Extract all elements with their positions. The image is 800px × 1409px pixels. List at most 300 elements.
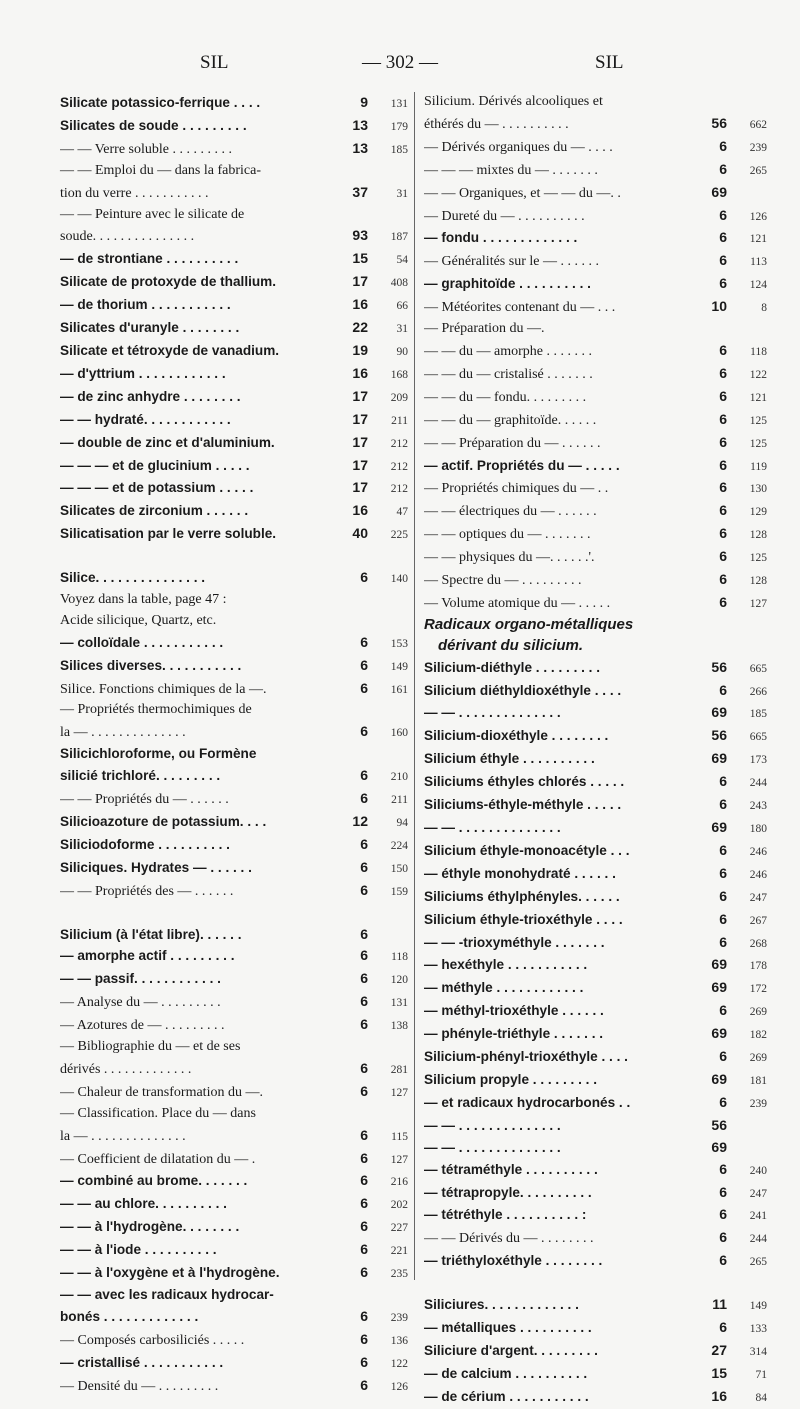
page-reference: 172 [749,983,767,996]
entry-text-line1: — Propriétés thermochimiques de [60,702,252,718]
entry-text: — de strontiane . . . . . . . . . . [60,251,239,267]
entry-text: — — . . . . . . . . . . . . . . [424,1117,561,1133]
index-entry [424,319,769,340]
entry-text: la — . . . . . . . . . . . . . . [60,725,186,741]
index-entry [424,455,769,478]
index-entry [424,477,769,500]
volume-number: 56 [711,727,727,744]
entry-text: soude. . . . . . . . . . . . . . . [60,229,195,245]
entry-text: — de thorium . . . . . . . . . . . [60,297,231,313]
volume-number: 6 [719,887,727,904]
volume-number: 13 [352,116,368,133]
volume-number: 6 [360,947,368,964]
index-entry [60,1037,410,1081]
entry-text-line1: — — avec les radicaux hydrocar- [60,1287,274,1302]
volume-number: 17 [352,387,368,404]
page-reference: 210 [390,771,408,784]
index-entry [424,748,769,771]
volume-number: 37 [352,183,368,200]
entry-text-line1: Silicichloroforme, ou Formène [60,746,257,762]
volume-number: 16 [711,1387,727,1404]
entry-text: Silicium-phényl-trioxéthyle . . . . [424,1049,628,1065]
entry-text: — — du — amorphe . . . . . . . [424,343,592,359]
volume-number: 69 [711,819,727,835]
index-entry [60,924,410,946]
page-reference: 90 [396,345,408,358]
page-reference: 239 [749,1097,767,1110]
page-reference: 127 [390,1086,408,1099]
entry-text: — Analyse du — . . . . . . . . . [60,995,221,1011]
index-entry [60,1239,410,1262]
entry-text-line1: — — Emploi du — dans la fabrica- [60,162,262,178]
page-reference: 225 [390,529,408,542]
page-reference: 159 [390,885,408,898]
entry-text: — — . . . . . . . . . . . . . . [424,705,561,721]
entry-text: — de zinc anhydre . . . . . . . . [60,388,241,404]
entry-text: Siliciums éthylphényles. . . . . . [424,888,620,904]
volume-number: 13 [352,139,368,156]
page-reference: 408 [390,277,408,290]
entry-text: — Généralités sur le — . . . . . . [424,254,599,270]
page-reference: 314 [749,1345,767,1358]
volume-number: 6 [719,796,727,813]
entry-text: — colloïdale . . . . . . . . . . . [60,634,224,650]
page-reference: 115 [391,1130,408,1143]
index-entry [60,161,410,205]
page-reference: 31 [396,323,408,336]
index-entry [424,1069,769,1092]
volume-number: 6 [719,160,727,177]
entry-text: Silicium propyle . . . . . . . . . [424,1071,597,1087]
page-reference: 269 [749,1006,767,1019]
page-reference: 211 [391,414,408,427]
index-entry [424,909,769,932]
index-entry [424,1386,769,1409]
index-entry [424,273,769,296]
entry-text: silicié trichloré. . . . . . . . . [60,768,221,784]
index-entry [424,725,769,748]
index-entry [424,1294,769,1317]
index-entry [60,523,410,546]
index-entry [60,432,410,455]
index-entry [424,840,769,863]
index-entry [424,932,769,955]
index-entry [60,1014,410,1037]
volume-number: 6 [360,1376,368,1393]
entry-text-line1: — — Peinture avec le silicate de [60,206,245,222]
page-reference: 227 [390,1222,408,1235]
index-entry [60,945,410,968]
index-entry [424,817,769,840]
index-entry [424,1000,769,1023]
index-entry [424,432,769,455]
entry-text: — Spectre du — . . . . . . . . . [424,573,582,589]
index-entry [424,794,769,817]
page-reference: 178 [749,960,767,973]
entry-text: — triéthyloxéthyle . . . . . . . . [424,1253,603,1269]
index-entry [424,159,769,182]
volume-number: 6 [360,656,368,673]
page-reference: 94 [396,816,408,829]
page-reference: 120 [390,974,408,987]
volume-number: 6 [719,681,727,698]
volume-number: 22 [352,319,368,336]
entry-text: — — du — cristalisé . . . . . . . [424,366,593,382]
index-entry [60,500,410,523]
index-entry [424,523,769,546]
index-entry [424,1137,769,1159]
entry-text: — — Organiques, et — — du —. . [424,185,621,201]
entry-text: — — -trioxyméthyle . . . . . . . [424,934,605,950]
volume-number: 6 [719,364,727,381]
entry-text: — Chaleur de transformation du —. [60,1084,263,1100]
entry-text: — — physiques du —. . . . . .'. [424,550,595,566]
page-reference: 662 [749,118,767,131]
page-reference: 265 [749,1256,767,1269]
volume-number: 6 [719,387,727,404]
index-entry [60,857,410,880]
entry-text: Siliciures. . . . . . . . . . . . . [424,1297,579,1313]
volume-number: 6 [719,433,727,450]
index-entry [60,1148,410,1171]
volume-number: 6 [719,1206,727,1223]
page-reference: 128 [749,529,767,542]
index-entry [60,678,410,701]
page-reference: 243 [749,800,767,813]
entry-text: — — à l'hydrogène. . . . . . . . [60,1219,240,1235]
entry-text: — combiné au brome. . . . . . . [60,1173,248,1189]
entry-text: — — Propriétés du — . . . . . . [60,792,229,808]
index-entry [424,250,769,273]
volume-number: 6 [360,723,368,740]
page-header [60,52,740,82]
page-reference: 131 [390,997,408,1010]
index-entry [424,702,769,725]
volume-number: 69 [711,750,727,767]
volume-number: 56 [711,114,727,131]
page-reference: 138 [390,1020,408,1033]
entry-text: — — à l'oxygène et à l'hydrogène. [60,1265,280,1281]
volume-number: 6 [360,790,368,807]
volume-number: 6 [719,593,727,610]
entry-text: éthérés du — . . . . . . . . . . [424,116,569,132]
index-entry [60,1193,410,1216]
entry-text: — et radicaux hydrocarbonés . . [424,1094,631,1110]
entry-text: — Dérivés organiques du — . . . . [424,139,613,155]
entry-text: Silicium éthyle . . . . . . . . . . [424,751,595,767]
volume-number: 6 [360,1307,368,1324]
volume-number: 6 [719,137,727,154]
page-reference: 212 [390,460,408,473]
entry-text-line1: Silicium. Dérivés alcooliques et [424,94,603,109]
page-reference: 247 [749,891,767,904]
index-entry [60,1081,410,1104]
volume-number: 6 [719,525,727,542]
entry-text: — Azotures de — . . . . . . . . . [60,1018,225,1034]
index-entry [424,1159,769,1182]
entry-text: — — . . . . . . . . . . . . . . [424,820,561,835]
entry-text: — hexéthyle . . . . . . . . . . . [424,957,588,973]
page-reference: 212 [390,437,408,450]
entry-text: Silicium éthyle-monoacétyle . . . [424,842,630,858]
volume-number: 16 [352,296,368,313]
page-reference: 113 [750,256,767,269]
index-entry [424,182,769,205]
volume-number: 6 [719,548,727,565]
entry-text: — Dureté du — . . . . . . . . . . [424,208,585,224]
volume-number: 6 [360,1353,368,1370]
page-reference: 127 [390,1153,408,1166]
index-entry [424,500,769,523]
page-reference: 129 [749,506,767,519]
volume-number: 6 [719,1002,727,1019]
entry-text: Silicate et tétroxyde de vanadium. [60,342,280,358]
volume-number: 6 [719,479,727,496]
index-entry [424,409,769,432]
index-entry [60,991,410,1014]
volume-number: 15 [352,250,368,267]
entry-text: dérivés . . . . . . . . . . . . . [60,1061,192,1077]
volume-number: 6 [719,773,727,790]
entry-text: Siliciques. Hydrates — . . . . . . [60,859,252,875]
volume-number: 6 [360,1016,368,1033]
entry-text: Silicium éthyle-trioxéthyle . . . . [424,911,623,927]
volume-number: 6 [360,881,368,898]
page-reference: 153 [390,637,408,650]
index-entry [424,1115,769,1137]
volume-number: 17 [352,410,368,427]
page-reference: 187 [390,231,408,244]
entry-text: dérivant du silicium. [438,636,584,654]
entry-text: — tétréthyle . . . . . . . . . . : [424,1207,587,1223]
index-entry [424,546,769,569]
index-entry [424,886,769,909]
index-entry [60,1262,410,1285]
index-entry [424,977,769,1000]
volume-number: 16 [352,502,368,519]
volume-number: 6 [719,456,727,473]
entry-text: — — — mixtes du — . . . . . . . [424,162,598,178]
index-entry [424,1182,769,1205]
entry-text: — — Dérivés du — . . . . . . . . [424,1231,594,1247]
index-entry [60,205,410,249]
page-reference: 122 [390,1357,408,1370]
volume-number: 69 [711,979,727,996]
entry-text: — tétraméthyle . . . . . . . . . . [424,1161,598,1177]
index-entry [60,1170,410,1193]
entry-text: — — au chlore. . . . . . . . . . [60,1196,227,1212]
index-entry [60,340,410,363]
volume-number: 6 [719,502,727,519]
entry-text: Silicates de soude . . . . . . . . . [60,117,247,133]
index-entry [424,1046,769,1069]
section-heading [424,615,769,636]
page-reference: 118 [750,345,767,358]
page-reference: 133 [749,1322,767,1335]
index-entry [60,968,410,991]
page-reference: 8 [761,302,767,315]
index-entry [424,136,769,159]
entry-text: Silicioazoture de potassium. . . . [60,813,267,829]
index-entry [60,92,410,115]
page-reference: 160 [390,727,408,740]
volume-number: 6 [719,1160,727,1177]
volume-number: 6 [360,633,368,650]
page-reference: 182 [749,1029,767,1042]
volume-number: 6 [360,1195,368,1212]
index-entry [60,590,410,632]
running-head-right: SIL [595,52,624,73]
entry-text: Siliciums éthyles chlorés . . . . . [424,774,625,790]
entry-text: Silice. Fonctions chimiques de la —. [60,681,267,697]
page-reference: 161 [390,683,408,696]
index-entry [60,248,410,271]
volume-number: 6 [719,1183,727,1200]
entry-text: Siliciure d'argent. . . . . . . . . [424,1342,598,1358]
entry-text: — cristallisé . . . . . . . . . . . [60,1354,224,1370]
page-reference: 179 [390,120,408,133]
page-reference: 54 [396,254,408,267]
volume-number: 6 [719,1229,727,1246]
page-reference: 269 [749,1052,767,1065]
volume-number: 6 [719,410,727,427]
volume-number: 6 [719,864,727,881]
page-reference: 31 [396,187,408,200]
index-entry [60,811,410,834]
volume-number: 17 [352,456,368,473]
index-entry [424,340,769,363]
volume-number: 6 [719,229,727,246]
entry-text: — — à l'iode . . . . . . . . . . [60,1242,217,1258]
page-reference: 216 [390,1176,408,1189]
volume-number: 6 [360,970,368,987]
volume-number: 69 [711,1070,727,1087]
page-reference: 122 [749,368,767,381]
entry-text: Silicatisation par le verre soluble. [60,526,277,542]
index-column-right [424,92,769,1409]
index-entry [424,296,769,319]
page-reference: 265 [749,164,767,177]
entry-text: — Préparation du —. [424,321,545,337]
page-reference: 136 [390,1334,408,1347]
entry-text: — d'yttrium . . . . . . . . . . . . [60,365,226,381]
index-entry [424,592,769,615]
index-entry [60,1285,410,1329]
volume-number: 12 [352,812,368,829]
page-reference: 185 [390,143,408,156]
entry-text: — Densité du — . . . . . . . . . [60,1378,219,1394]
entry-text: — — hydraté. . . . . . . . . . . . [60,411,231,427]
page-reference: 268 [749,937,767,950]
entry-text: Silicium diéthyldioxéthyle . . . . [424,682,622,698]
page-reference: 126 [749,210,767,223]
index-entry [60,1352,410,1375]
index-entry [60,1216,410,1239]
page-reference: 125 [749,414,767,427]
entry-text: tion du verre . . . . . . . . . . . [60,185,209,201]
entry-text: — — électriques du — . . . . . . [424,504,597,520]
entry-text: — Composés carbosiliciés . . . . . [60,1332,245,1348]
page-reference: 239 [390,1311,408,1324]
volume-number: 69 [711,1025,727,1042]
index-entry [60,655,410,678]
running-head-left: SIL [200,52,229,73]
section-heading [424,636,769,657]
page-reference: 131 [390,98,408,110]
page-reference: 125 [749,437,767,450]
column-divider [414,92,415,1280]
entry-text: Silicates de zirconium . . . . . . [60,503,249,519]
index-entry [424,1363,769,1386]
page-reference: 241 [749,1210,767,1223]
index-entry [424,657,769,680]
index-entry [60,477,410,500]
volume-number: 6 [719,341,727,358]
page-reference: 244 [749,777,767,790]
index-entry [424,205,769,228]
volume-number: 69 [711,183,727,200]
index-entry [424,92,769,136]
volume-number: 6 [360,1241,368,1258]
volume-number: 6 [719,1318,727,1335]
page-reference: 221 [390,1245,408,1258]
page-reference: 202 [390,1199,408,1212]
index-entry [60,1375,410,1398]
entry-text: — double de zinc et d'aluminium. [60,434,275,450]
volume-number: 15 [711,1364,727,1381]
entry-text: — amorphe actif . . . . . . . . . [60,948,235,964]
entry-text: — méthyl-trioxéthyle . . . . . . [424,1003,604,1019]
page-reference: 168 [390,368,408,381]
volume-number: 11 [712,1296,727,1313]
entry-text: la — . . . . . . . . . . . . . . [60,1128,186,1144]
index-entry [424,569,769,592]
entry-text: — méthyle . . . . . . . . . . . . [424,980,584,996]
entry-text: Silicates d'uranyle . . . . . . . . [60,320,240,336]
index-entry [424,1250,769,1273]
page-reference: 149 [390,660,408,673]
page-reference: 124 [749,279,767,292]
volume-number: 6 [719,252,727,269]
entry-text: Silicium (à l'état libre). . . . . . [60,926,242,942]
volume-number: 17 [352,273,368,290]
entry-text-line1: Voyez dans la table, page 47 : [60,591,227,607]
page-reference: 244 [749,1233,767,1246]
volume-number: 6 [360,1218,368,1235]
volume-number: 6 [360,1330,368,1347]
entry-text: — fondu . . . . . . . . . . . . . [424,230,578,246]
index-entry [60,294,410,317]
page-reference: 47 [396,506,408,519]
index-entry [60,455,410,478]
index-entry [424,771,769,794]
volume-number: 6 [360,925,368,942]
index-entry [424,863,769,886]
index-entry [424,680,769,703]
page-reference: 140 [390,573,408,586]
volume-number: 56 [711,658,727,675]
volume-number: 6 [360,767,368,784]
page-reference: 149 [749,1300,767,1313]
page-reference: 71 [755,1368,767,1381]
index-entry [424,1204,769,1227]
entry-text: — de cérium . . . . . . . . . . . [424,1388,589,1404]
page-reference: 66 [396,300,408,313]
entry-text: — — du — fondu. . . . . . . . . [424,389,587,405]
index-entry [424,363,769,386]
entry-text: Siliciodoforme . . . . . . . . . . [60,836,230,852]
entry-text: — de calcium . . . . . . . . . . [424,1365,588,1381]
